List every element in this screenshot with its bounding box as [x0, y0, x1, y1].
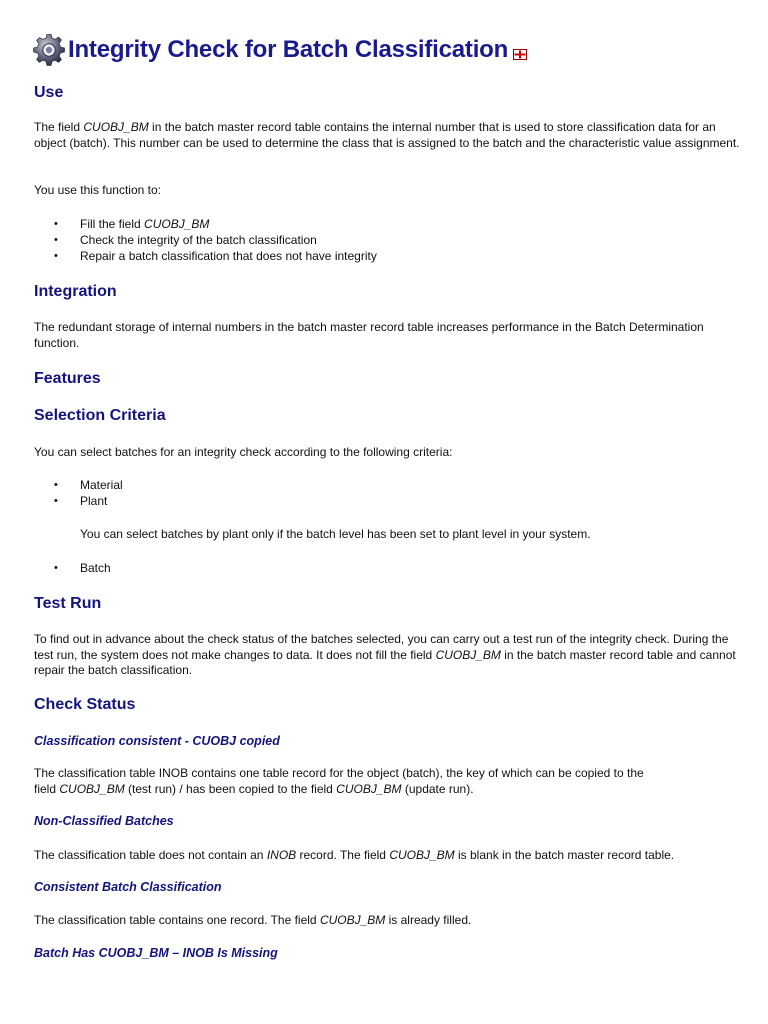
list-item: • Batch	[80, 561, 111, 577]
gear-icon	[33, 34, 65, 66]
status-paragraph: The classification table INOB contains one table record for the object (batch), the key of which can be copied to the field CUOBJ_BM (test run) / has been copied to the field CUOBJ_BM (update run).	[34, 766, 644, 796]
use-intro: You use this function to:	[34, 183, 161, 197]
list-item: • Fill the field CUOBJ_BM	[80, 217, 209, 233]
status-paragraph: The classification table does not contain an INOB record. The field CUOBJ_BM is blank in the batch master record table.	[34, 848, 675, 862]
use-paragraph: The field CUOBJ_BM in the batch master record table contains the internal number that is used to store classification data for an object (batch). This number can be used to determine the class that is assigned to the batch and the characteristic value assignment.	[34, 120, 740, 150]
list-item: • Plant	[80, 494, 107, 510]
subheading-classification-consistent: Classification consistent - CUOBJ copied	[34, 734, 280, 748]
list-item: • Repair a batch classification that does not have integrity	[80, 249, 377, 265]
flag-icon[interactable]	[513, 49, 527, 60]
list-item: • Check the integrity of the batch classification	[80, 233, 317, 249]
selection-note: You can select batches by plant only if the batch level has been set to plant level in your system.	[80, 527, 591, 541]
title-row	[33, 30, 527, 70]
subheading-inob-missing: Batch Has CUOBJ_BM – INOB Is Missing	[34, 946, 278, 960]
selection-paragraph: You can select batches for an integrity check according to the following criteria:	[34, 445, 453, 459]
testrun-paragraph: To find out in advance about the check status of the batches selected, you can carry out a test run of the integrity check. During the test run, the system does not make changes to data. It does not fill the field CUOBJ_BM in the batch master record table and cannot repair the batch classification.	[34, 632, 736, 677]
subheading-non-classified: Non-Classified Batches	[34, 814, 174, 828]
heading-check-status: Check Status	[34, 696, 136, 713]
heading-test-run: Test Run	[34, 595, 102, 612]
list-item: • Material	[80, 478, 123, 494]
status-paragraph: The classification table contains one record. The field CUOBJ_BM is already filled.	[34, 913, 472, 927]
heading-use: Use	[34, 84, 64, 101]
integration-paragraph: The redundant storage of internal numbers in the batch master record table increases performance in the Batch Determination function.	[34, 320, 704, 350]
page-title: Integrity Check for Batch Classification	[68, 36, 509, 63]
heading-features: Features	[34, 370, 101, 387]
subheading-consistent-batch: Consistent Batch Classification	[34, 880, 222, 894]
heading-selection-criteria: Selection Criteria	[34, 407, 166, 424]
heading-integration: Integration	[34, 283, 117, 300]
